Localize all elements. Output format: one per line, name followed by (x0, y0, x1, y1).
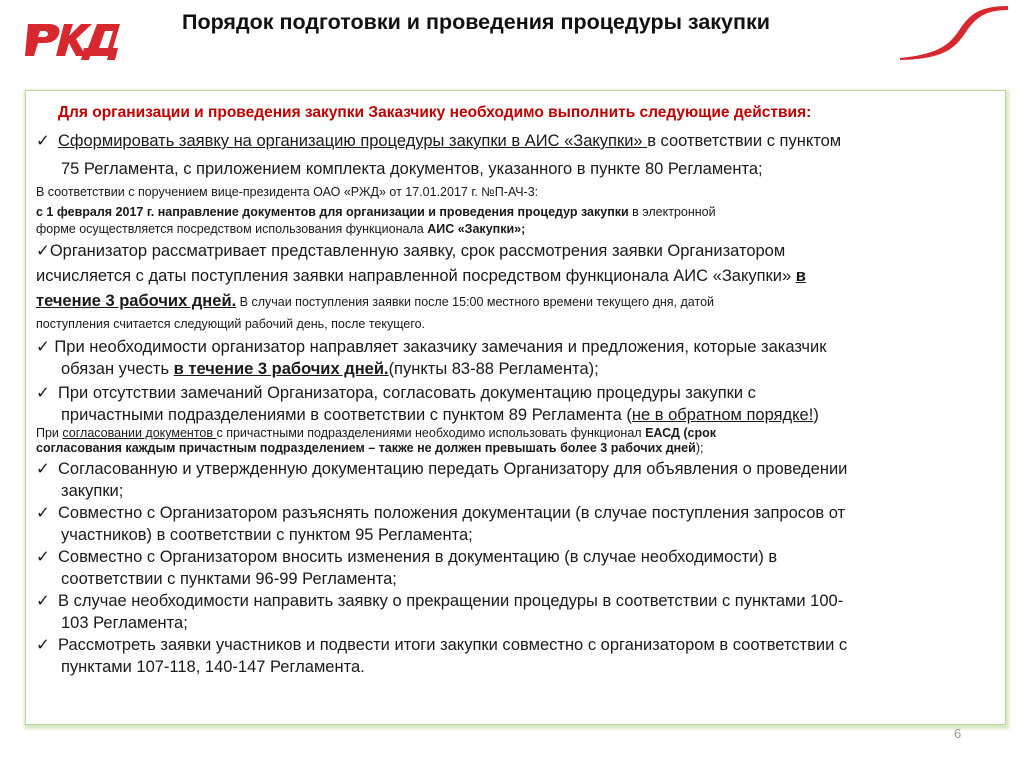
item2-text: Организатор рассматривает представленную заявку, срок рассмотрения заявки Организатором (49, 242, 786, 260)
item3-text: При необходимости организатор направляет заказчику замечания и предложения, которые заказчик (54, 338, 827, 356)
list-item (36, 546, 995, 568)
check-icon: ✓ (36, 592, 50, 610)
check-icon: ✓ (36, 636, 50, 654)
item4-text: ) (813, 406, 819, 424)
item2-text: В случаи поступления заявки после 15:00 местного времени текущего дня, датой (236, 295, 715, 309)
page-number: 6 (954, 726, 962, 741)
note-text: ); (695, 441, 704, 455)
check-icon: ✓ (36, 384, 50, 402)
note-line (36, 221, 995, 238)
list-item (36, 239, 995, 264)
list-item (36, 129, 995, 154)
item5-text: Согласованную и утвержденную документацию передать Организатору для объявления о проведении (58, 460, 848, 478)
note-text: форме осуществляется посредством использования функционала (36, 222, 428, 236)
list-item (36, 502, 995, 524)
list-item-continuation: закупки; (61, 482, 124, 500)
check-icon: ✓ (36, 132, 50, 150)
list-item-continuation: 103 Регламента; (61, 614, 188, 632)
item1-link: Сформировать заявку на организацию процедуры закупки в АИС «Закупки» (58, 132, 648, 150)
item2-bold: течение 3 рабочих дней. (36, 292, 237, 310)
list-item (36, 634, 995, 656)
list-item-continuation (36, 264, 995, 289)
note-bold: с 1 февраля 2017 г. направление документов для организации и проведения процедур закупки (36, 205, 629, 219)
note-bold: ЕАСД (срок (645, 426, 716, 440)
note-line (36, 204, 995, 221)
item2-text: исчисляется с даты поступления заявки направленной посредством функционала АИС «Закупки» (36, 267, 796, 285)
list-item-continuation: поступления считается следующий рабочий день, после текущего. (36, 317, 426, 331)
note-text: с причастными подразделениями необходимо использовать функционал (216, 426, 646, 440)
content-frame (25, 90, 1006, 725)
page-title: Порядок подготовки и проведения процедуры закупки (182, 10, 770, 34)
note-underlined: согласовании документов (62, 426, 217, 440)
item1-text: в соответствии с пунктом (647, 132, 842, 150)
list-item-continuation: 75 Регламента, с приложением комплекта документов, указанного в пункте 80 Регламента; (61, 160, 763, 178)
item7-text: Совместно с Организатором вносить изменения в документацию (в случае необходимости) в (58, 548, 778, 566)
item3-text: (пункты 83-88 Регламента); (388, 360, 599, 378)
check-icon: ✓ (36, 504, 50, 522)
list-item-continuation (36, 358, 995, 380)
swoosh-decoration (900, 4, 1010, 60)
note-bold: АИС «Закупки»; (427, 222, 526, 236)
note-text: При (36, 426, 63, 440)
note-line: В соответствии с поручением вице-президента ОАО «РЖД» от 17.01.2017 г. №П-АЧ-3: (36, 185, 539, 199)
list-item (36, 590, 995, 612)
list-item-continuation: соответствии с пунктами 96-99 Регламента; (61, 570, 397, 588)
note-bold: согласования каждым причастным подразделением – также не должен превышать более 3 рабочих дней (36, 441, 696, 455)
note-text: в электронной (628, 205, 716, 219)
rzd-logo (24, 14, 136, 60)
note-line (36, 426, 995, 441)
list-item-continuation: участников) в соответствии с пунктом 95 Регламента; (61, 526, 473, 544)
item3-text: обязан учесть (61, 360, 174, 378)
item8-text: В случае необходимости направить заявку о прекращении процедуры в соответствии с пунктами 100- (58, 592, 844, 610)
intro-text: Для организации и проведения закупки Заказчику необходимо выполнить следующие действия: (58, 104, 812, 121)
check-icon: ✓ (36, 460, 50, 478)
item4-underlined: не в обратном порядке! (631, 406, 814, 424)
item9-text: Рассмотреть заявки участников и подвести итоги закупки совместно с организатором в соответствии с (58, 636, 848, 654)
item6-text: Совместно с Организатором разъяснять положения документации (в случае поступления запросов от (58, 504, 846, 522)
check-icon: ✓ (36, 548, 50, 566)
list-item-continuation: пунктами 107-118, 140-147 Регламента. (61, 658, 365, 676)
list-item (36, 382, 995, 404)
note-line (36, 441, 995, 456)
item4-text: причастными подразделениями в соответствии с пунктом 89 Регламента ( (61, 406, 632, 424)
list-item-continuation (36, 404, 995, 426)
list-item (36, 458, 995, 480)
item3-bold: в течение 3 рабочих дней. (173, 360, 389, 378)
list-item (36, 336, 995, 358)
item4-text: При отсутствии замечаний Организатора, согласовать документацию процедуры закупки с (58, 384, 756, 402)
check-icon: ✓ (36, 338, 55, 356)
list-item-continuation (36, 289, 995, 314)
item2-bold: в (795, 267, 806, 285)
check-icon: ✓ (36, 242, 50, 260)
